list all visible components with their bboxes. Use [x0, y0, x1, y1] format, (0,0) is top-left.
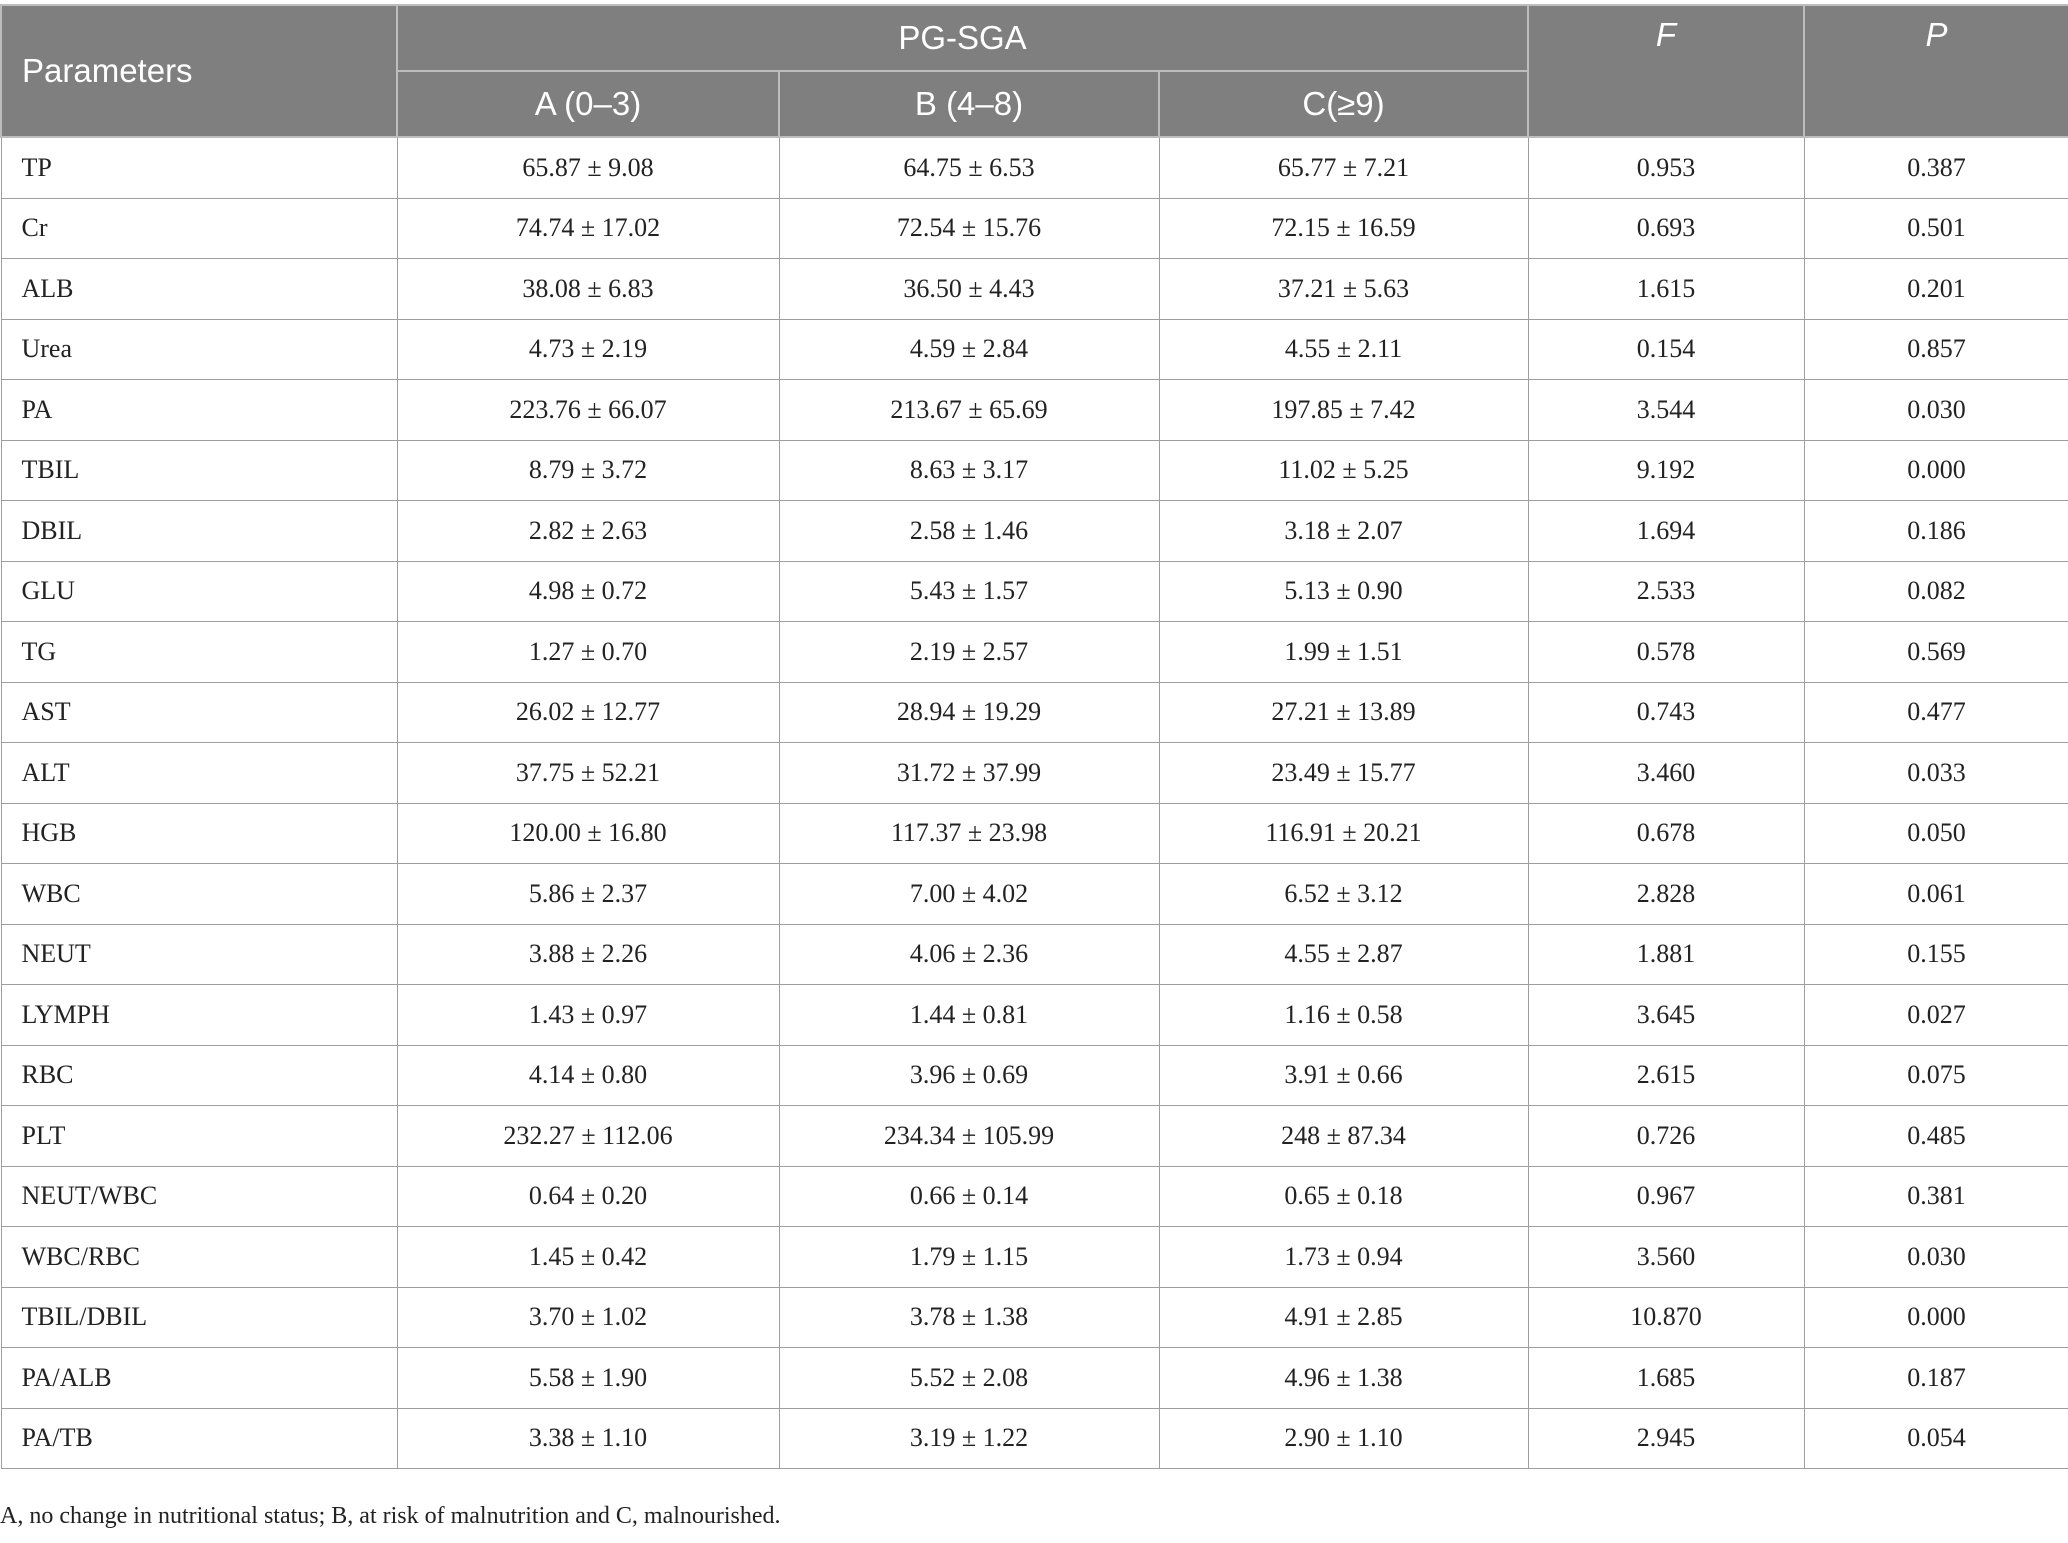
cell-c: 1.73 ± 0.94 [1159, 1227, 1528, 1288]
cell-f: 2.828 [1528, 864, 1804, 925]
cell-param: WBC/RBC [1, 1227, 397, 1288]
cell-c: 6.52 ± 3.12 [1159, 864, 1528, 925]
cell-f: 0.726 [1528, 1106, 1804, 1167]
table-row [1, 501, 2068, 562]
cell-f: 3.560 [1528, 1227, 1804, 1288]
cell-param: NEUT/WBC [1, 1166, 397, 1227]
table-row [1, 864, 2068, 925]
cell-param: DBIL [1, 501, 397, 562]
cell-p: 0.075 [1804, 1045, 2068, 1106]
cell-p: 0.000 [1804, 440, 2068, 501]
cell-b: 28.94 ± 19.29 [779, 682, 1159, 743]
cell-c: 37.21 ± 5.63 [1159, 259, 1528, 320]
cell-a: 26.02 ± 12.77 [397, 682, 779, 743]
table-row [1, 1227, 2068, 1288]
cell-param: TP [1, 137, 397, 198]
cell-f: 3.645 [1528, 985, 1804, 1046]
cell-a: 37.75 ± 52.21 [397, 743, 779, 804]
cell-f: 3.544 [1528, 380, 1804, 441]
cell-param: NEUT [1, 924, 397, 985]
cell-f: 0.578 [1528, 622, 1804, 683]
cell-f: 1.685 [1528, 1348, 1804, 1409]
cell-param: LYMPH [1, 985, 397, 1046]
table-row [1, 985, 2068, 1046]
cell-c: 1.16 ± 0.58 [1159, 985, 1528, 1046]
table-row [1, 803, 2068, 864]
cell-b: 1.79 ± 1.15 [779, 1227, 1159, 1288]
cell-c: 65.77 ± 7.21 [1159, 137, 1528, 198]
cell-p: 0.027 [1804, 985, 2068, 1046]
cell-f: 0.743 [1528, 682, 1804, 743]
table-row [1, 440, 2068, 501]
cell-p: 0.485 [1804, 1106, 2068, 1167]
cell-p: 0.050 [1804, 803, 2068, 864]
cell-c: 4.55 ± 2.87 [1159, 924, 1528, 985]
table-row [1, 743, 2068, 804]
cell-param: GLU [1, 561, 397, 622]
cell-param: PA [1, 380, 397, 441]
cell-f: 1.881 [1528, 924, 1804, 985]
cell-a: 3.88 ± 2.26 [397, 924, 779, 985]
cell-f: 0.693 [1528, 198, 1804, 259]
cell-p: 0.155 [1804, 924, 2068, 985]
header-group-a: A (0–3) [397, 71, 779, 137]
cell-b: 72.54 ± 15.76 [779, 198, 1159, 259]
cell-p: 0.501 [1804, 198, 2068, 259]
cell-c: 4.96 ± 1.38 [1159, 1348, 1528, 1409]
cell-param: ALT [1, 743, 397, 804]
cell-p: 0.000 [1804, 1287, 2068, 1348]
cell-b: 1.44 ± 0.81 [779, 985, 1159, 1046]
cell-b: 3.96 ± 0.69 [779, 1045, 1159, 1106]
table-row [1, 561, 2068, 622]
cell-param: HGB [1, 803, 397, 864]
cell-a: 0.64 ± 0.20 [397, 1166, 779, 1227]
cell-c: 0.65 ± 0.18 [1159, 1166, 1528, 1227]
cell-a: 74.74 ± 17.02 [397, 198, 779, 259]
cell-a: 120.00 ± 16.80 [397, 803, 779, 864]
cell-param: PA/TB [1, 1408, 397, 1469]
table-body [1, 137, 2068, 1469]
cell-b: 4.59 ± 2.84 [779, 319, 1159, 380]
table-row [1, 1166, 2068, 1227]
table-row [1, 1348, 2068, 1409]
cell-a: 4.98 ± 0.72 [397, 561, 779, 622]
cell-c: 248 ± 87.34 [1159, 1106, 1528, 1167]
cell-c: 1.99 ± 1.51 [1159, 622, 1528, 683]
cell-p: 0.186 [1804, 501, 2068, 562]
cell-a: 65.87 ± 9.08 [397, 137, 779, 198]
cell-param: Cr [1, 198, 397, 259]
cell-b: 0.66 ± 0.14 [779, 1166, 1159, 1227]
cell-p: 0.030 [1804, 380, 2068, 441]
cell-p: 0.187 [1804, 1348, 2068, 1409]
cell-f: 0.678 [1528, 803, 1804, 864]
cell-b: 234.34 ± 105.99 [779, 1106, 1159, 1167]
cell-a: 1.43 ± 0.97 [397, 985, 779, 1046]
cell-a: 8.79 ± 3.72 [397, 440, 779, 501]
header-parameters: Parameters [1, 5, 397, 137]
cell-p: 0.082 [1804, 561, 2068, 622]
table-row [1, 1408, 2068, 1469]
cell-c: 5.13 ± 0.90 [1159, 561, 1528, 622]
cell-a: 1.45 ± 0.42 [397, 1227, 779, 1288]
header-f: F [1528, 5, 1804, 137]
cell-a: 2.82 ± 2.63 [397, 501, 779, 562]
cell-c: 27.21 ± 13.89 [1159, 682, 1528, 743]
cell-p: 0.857 [1804, 319, 2068, 380]
cell-b: 36.50 ± 4.43 [779, 259, 1159, 320]
cell-a: 5.58 ± 1.90 [397, 1348, 779, 1409]
cell-p: 0.054 [1804, 1408, 2068, 1469]
table-row [1, 1287, 2068, 1348]
cell-p: 0.381 [1804, 1166, 2068, 1227]
cell-f: 1.615 [1528, 259, 1804, 320]
cell-f: 1.694 [1528, 501, 1804, 562]
results-table [0, 4, 2068, 1469]
table-row [1, 924, 2068, 985]
cell-p: 0.033 [1804, 743, 2068, 804]
cell-p: 0.030 [1804, 1227, 2068, 1288]
cell-c: 4.91 ± 2.85 [1159, 1287, 1528, 1348]
table-row [1, 622, 2068, 683]
cell-a: 4.14 ± 0.80 [397, 1045, 779, 1106]
cell-param: PA/ALB [1, 1348, 397, 1409]
cell-c: 3.18 ± 2.07 [1159, 501, 1528, 562]
cell-param: RBC [1, 1045, 397, 1106]
header-p: P [1804, 5, 2068, 137]
table-row [1, 319, 2068, 380]
cell-a: 5.86 ± 2.37 [397, 864, 779, 925]
cell-param: Urea [1, 319, 397, 380]
cell-param: TBIL [1, 440, 397, 501]
cell-param: TBIL/DBIL [1, 1287, 397, 1348]
cell-b: 2.58 ± 1.46 [779, 501, 1159, 562]
cell-c: 2.90 ± 1.10 [1159, 1408, 1528, 1469]
cell-param: AST [1, 682, 397, 743]
cell-param: TG [1, 622, 397, 683]
cell-param: WBC [1, 864, 397, 925]
table-row [1, 259, 2068, 320]
cell-f: 0.154 [1528, 319, 1804, 380]
cell-f: 0.953 [1528, 137, 1804, 198]
cell-b: 4.06 ± 2.36 [779, 924, 1159, 985]
cell-c: 4.55 ± 2.11 [1159, 319, 1528, 380]
cell-f: 0.967 [1528, 1166, 1804, 1227]
table-row [1, 1045, 2068, 1106]
table-row [1, 198, 2068, 259]
cell-a: 3.70 ± 1.02 [397, 1287, 779, 1348]
table-row [1, 682, 2068, 743]
cell-param: ALB [1, 259, 397, 320]
cell-c: 23.49 ± 15.77 [1159, 743, 1528, 804]
cell-b: 31.72 ± 37.99 [779, 743, 1159, 804]
cell-b: 3.19 ± 1.22 [779, 1408, 1159, 1469]
cell-b: 5.52 ± 2.08 [779, 1348, 1159, 1409]
cell-b: 5.43 ± 1.57 [779, 561, 1159, 622]
cell-c: 11.02 ± 5.25 [1159, 440, 1528, 501]
cell-a: 223.76 ± 66.07 [397, 380, 779, 441]
cell-b: 213.67 ± 65.69 [779, 380, 1159, 441]
cell-p: 0.569 [1804, 622, 2068, 683]
cell-b: 7.00 ± 4.02 [779, 864, 1159, 925]
cell-c: 3.91 ± 0.66 [1159, 1045, 1528, 1106]
cell-b: 3.78 ± 1.38 [779, 1287, 1159, 1348]
cell-a: 4.73 ± 2.19 [397, 319, 779, 380]
cell-f: 2.533 [1528, 561, 1804, 622]
cell-a: 232.27 ± 112.06 [397, 1106, 779, 1167]
cell-param: PLT [1, 1106, 397, 1167]
cell-f: 9.192 [1528, 440, 1804, 501]
header-pg-sga: PG-SGA [397, 5, 1528, 71]
cell-f: 10.870 [1528, 1287, 1804, 1348]
table-footnote: A, no change in nutritional status; B, at risk of malnutrition and C, malnourished. [0, 1503, 781, 1529]
header-group-c: C(≥9) [1159, 71, 1528, 137]
table-row [1, 380, 2068, 441]
cell-c: 197.85 ± 7.42 [1159, 380, 1528, 441]
cell-b: 64.75 ± 6.53 [779, 137, 1159, 198]
cell-f: 2.945 [1528, 1408, 1804, 1469]
table-row [1, 137, 2068, 198]
cell-p: 0.201 [1804, 259, 2068, 320]
cell-b: 2.19 ± 2.57 [779, 622, 1159, 683]
cell-c: 116.91 ± 20.21 [1159, 803, 1528, 864]
cell-p: 0.061 [1804, 864, 2068, 925]
header-group-b: B (4–8) [779, 71, 1159, 137]
cell-c: 72.15 ± 16.59 [1159, 198, 1528, 259]
cell-b: 117.37 ± 23.98 [779, 803, 1159, 864]
cell-b: 8.63 ± 3.17 [779, 440, 1159, 501]
cell-a: 38.08 ± 6.83 [397, 259, 779, 320]
cell-f: 2.615 [1528, 1045, 1804, 1106]
cell-p: 0.387 [1804, 137, 2068, 198]
cell-a: 1.27 ± 0.70 [397, 622, 779, 683]
cell-p: 0.477 [1804, 682, 2068, 743]
table-row [1, 1106, 2068, 1167]
cell-a: 3.38 ± 1.10 [397, 1408, 779, 1469]
cell-f: 3.460 [1528, 743, 1804, 804]
table-header [1, 5, 2068, 137]
